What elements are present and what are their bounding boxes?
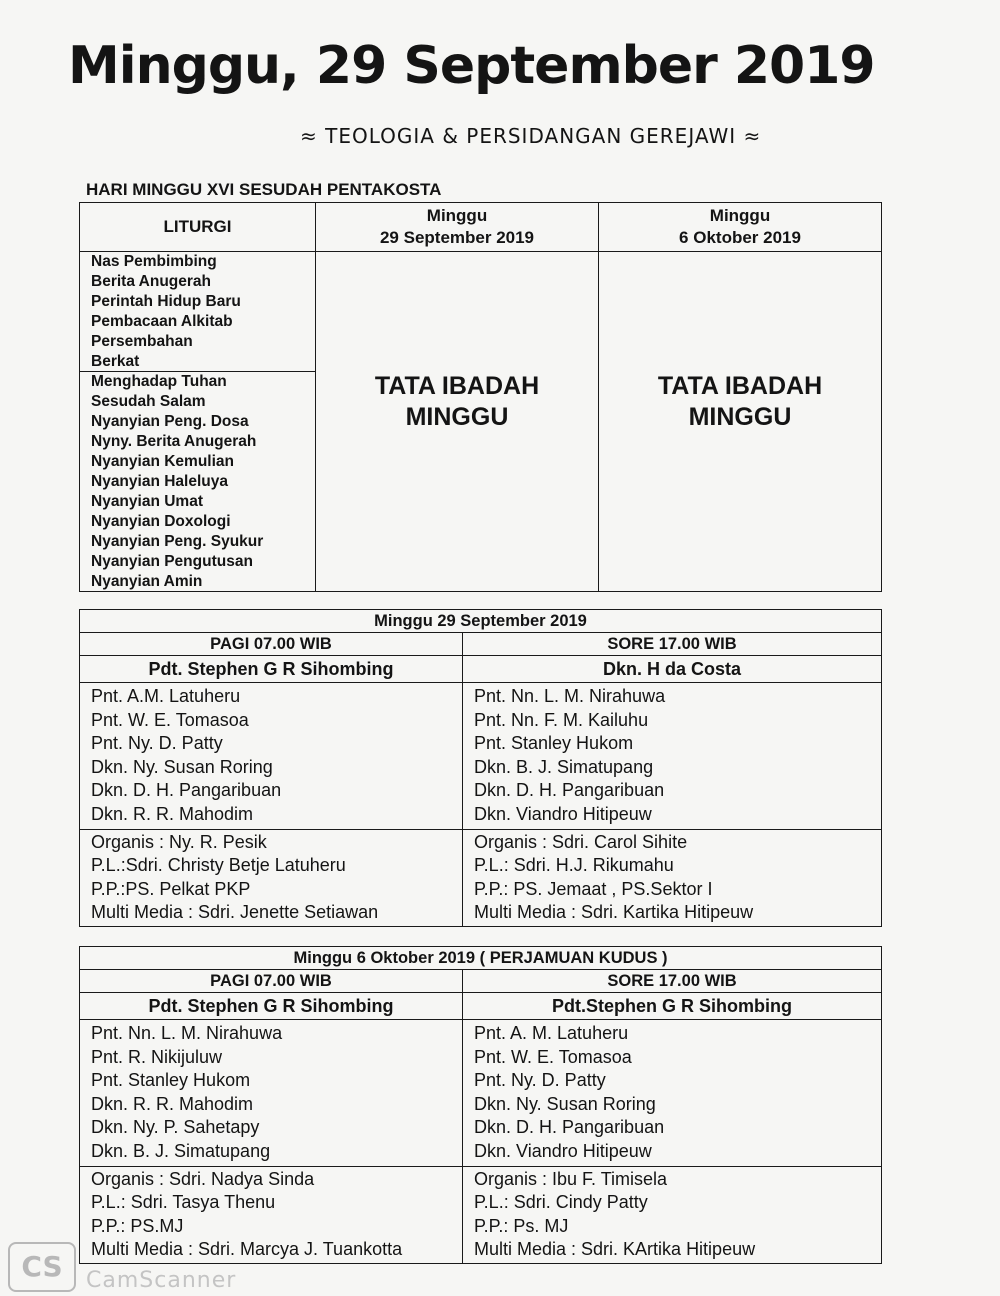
role-item: Multi Media : Sdri. Kartika Hitipeuw [474, 902, 754, 923]
liturgy-item: Persembahan [91, 332, 193, 350]
list-item: Pnt. Ny. D. Patty [91, 733, 223, 754]
evening-time: SORE 17.00 WIB [463, 633, 882, 656]
schedule-table-2 [79, 946, 882, 1264]
list-item: Dkn. B. J. Simatupang [474, 756, 654, 777]
evening-assistants [463, 1020, 882, 1167]
liturgy-item: Nyanyian Doxologi [91, 512, 231, 530]
liturgy-item: Berkat [91, 352, 140, 370]
liturgy-group-1 [80, 252, 315, 372]
role-item: P.P.:PS. Pelkat PKP [91, 878, 251, 899]
evening-roles [463, 829, 882, 926]
list-item: Dkn. Viandro Hitipeuw [474, 1140, 652, 1161]
evening-roles [463, 1166, 882, 1263]
tata-ibadah-2: TATA IBADAH MINGGU [599, 252, 882, 592]
list-item: Dkn. D. H. Pangaribuan [474, 780, 665, 801]
evening-pastor: Dkn. H da Costa [463, 656, 882, 683]
list-item: Pnt. A.M. Latuheru [91, 686, 241, 706]
role-item: P.P.: PS. Jemaat , PS.Sektor I [474, 878, 713, 899]
liturgy-item: Nyanyian Amin [91, 572, 203, 590]
role-item: P.L.: Sdri. H.J. Rikumahu [474, 855, 674, 876]
list-item: Pnt. Nn. F. M. Kailuhu [474, 709, 649, 730]
role-item: Organis : Sdri. Nadya Sinda [91, 1168, 315, 1189]
list-item: Dkn. B. J. Simatupang [91, 1140, 271, 1161]
list-item: Pnt. R. Nikijuluw [91, 1046, 223, 1067]
role-item: P.P.: Ps. MJ [474, 1215, 569, 1236]
morning-assistants [80, 1020, 463, 1167]
role-item: Organis : Ny. R. Pesik [91, 831, 267, 852]
liturgy-item: Nyanyian Haleluya [91, 472, 228, 490]
liturgy-items-cell [80, 252, 316, 592]
list-item: Dkn. R. R. Mahodim [91, 1093, 254, 1114]
morning-roles [80, 829, 463, 926]
liturgy-group-2 [80, 372, 315, 591]
camscanner-watermark: CamScanner [86, 1268, 237, 1293]
role-item: Multi Media : Sdri. KArtika Hitipeuw [474, 1239, 756, 1260]
schedule-table-1 [79, 609, 882, 927]
camscanner-logo: CS [8, 1242, 76, 1292]
morning-assistants [80, 683, 463, 830]
list-item: Pnt. Stanley Hukom [91, 1070, 251, 1091]
role-item: Organis : Ibu F. Timisela [474, 1168, 668, 1189]
list-item: Dkn. Ny. Susan Roring [91, 756, 273, 777]
page-subtitle: ≈ TEOLOGIA & PERSIDANGAN GEREJAWI ≈ [300, 124, 762, 148]
date-column-header-1: Minggu 29 September 2019 [316, 203, 599, 252]
liturgy-item: Sesudah Salam [91, 393, 206, 411]
role-item: Organis : Sdri. Carol Sihite [474, 831, 688, 852]
evening-time: SORE 17.00 WIB [463, 970, 882, 993]
morning-time: PAGI 07.00 WIB [80, 633, 463, 656]
liturgy-item: Pembacaan Alkitab [91, 312, 233, 330]
morning-roles [80, 1166, 463, 1263]
list-item: Pnt. W. E. Tomasoa [91, 709, 249, 730]
liturgy-item: Nas Pembimbing [91, 253, 217, 270]
schedule-date: Minggu 6 Oktober 2019 ( PERJAMUAN KUDUS ) [80, 947, 882, 970]
role-item: Multi Media : Sdri. Marcya J. Tuankotta [91, 1239, 403, 1260]
list-item: Pnt. Ny. D. Patty [474, 1070, 606, 1091]
evening-pastor: Pdt.Stephen G R Sihombing [463, 993, 882, 1020]
list-item: Dkn. R. R. Mahodim [91, 803, 254, 824]
role-item: P.L.:Sdri. Christy Betje Latuheru [91, 855, 346, 876]
morning-pastor: Pdt. Stephen G R Sihombing [80, 993, 463, 1020]
liturgy-item: Menghadap Tuhan [91, 373, 227, 391]
role-item: P.L.: Sdri. Tasya Thenu [91, 1192, 276, 1213]
section-heading: HARI MINGGU XVI SESUDAH PENTAKOSTA [86, 180, 442, 199]
role-item: Multi Media : Sdri. Jenette Setiawan [91, 902, 379, 923]
list-item: Dkn. Ny. Susan Roring [474, 1093, 656, 1114]
morning-time: PAGI 07.00 WIB [80, 970, 463, 993]
list-item: Pnt. Nn. L. M. Nirahuwa [474, 686, 666, 706]
list-item: Dkn. D. H. Pangaribuan [474, 1117, 665, 1138]
page-title: Minggu, 29 September 2019 [68, 36, 875, 96]
liturgy-column-header: LITURGI [80, 203, 316, 252]
liturgy-item: Perintah Hidup Baru [91, 292, 241, 310]
evening-assistants [463, 683, 882, 830]
liturgy-item: Nyanyian Kemulian [91, 453, 234, 471]
liturgy-item: Nyanyian Peng. Dosa [91, 413, 249, 431]
list-item: Dkn. Viandro Hitipeuw [474, 803, 652, 824]
liturgy-item: Nyanyian Peng. Syukur [91, 532, 264, 550]
liturgy-item: Nyanyian Pengutusan [91, 552, 253, 570]
role-item: P.L.: Sdri. Cindy Patty [474, 1192, 648, 1213]
tata-ibadah-1: TATA IBADAH MINGGU [316, 252, 599, 592]
role-item: P.P.: PS.MJ [91, 1215, 184, 1236]
schedule-date: Minggu 29 September 2019 [80, 610, 882, 633]
list-item: Pnt. W. E. Tomasoa [474, 1046, 632, 1067]
liturgy-item: Nyny. Berita Anugerah [91, 433, 257, 451]
morning-pastor: Pdt. Stephen G R Sihombing [80, 656, 463, 683]
list-item: Pnt. A. M. Latuheru [474, 1023, 629, 1043]
date-column-header-2: Minggu 6 Oktober 2019 [599, 203, 882, 252]
list-item: Pnt. Stanley Hukom [474, 733, 634, 754]
list-item: Dkn. D. H. Pangaribuan [91, 780, 282, 801]
list-item: Dkn. Ny. P. Sahetapy [91, 1117, 260, 1138]
liturgy-table [79, 202, 882, 592]
list-item: Pnt. Nn. L. M. Nirahuwa [91, 1023, 283, 1043]
liturgy-item: Berita Anugerah [91, 272, 212, 290]
liturgy-item: Nyanyian Umat [91, 492, 203, 510]
